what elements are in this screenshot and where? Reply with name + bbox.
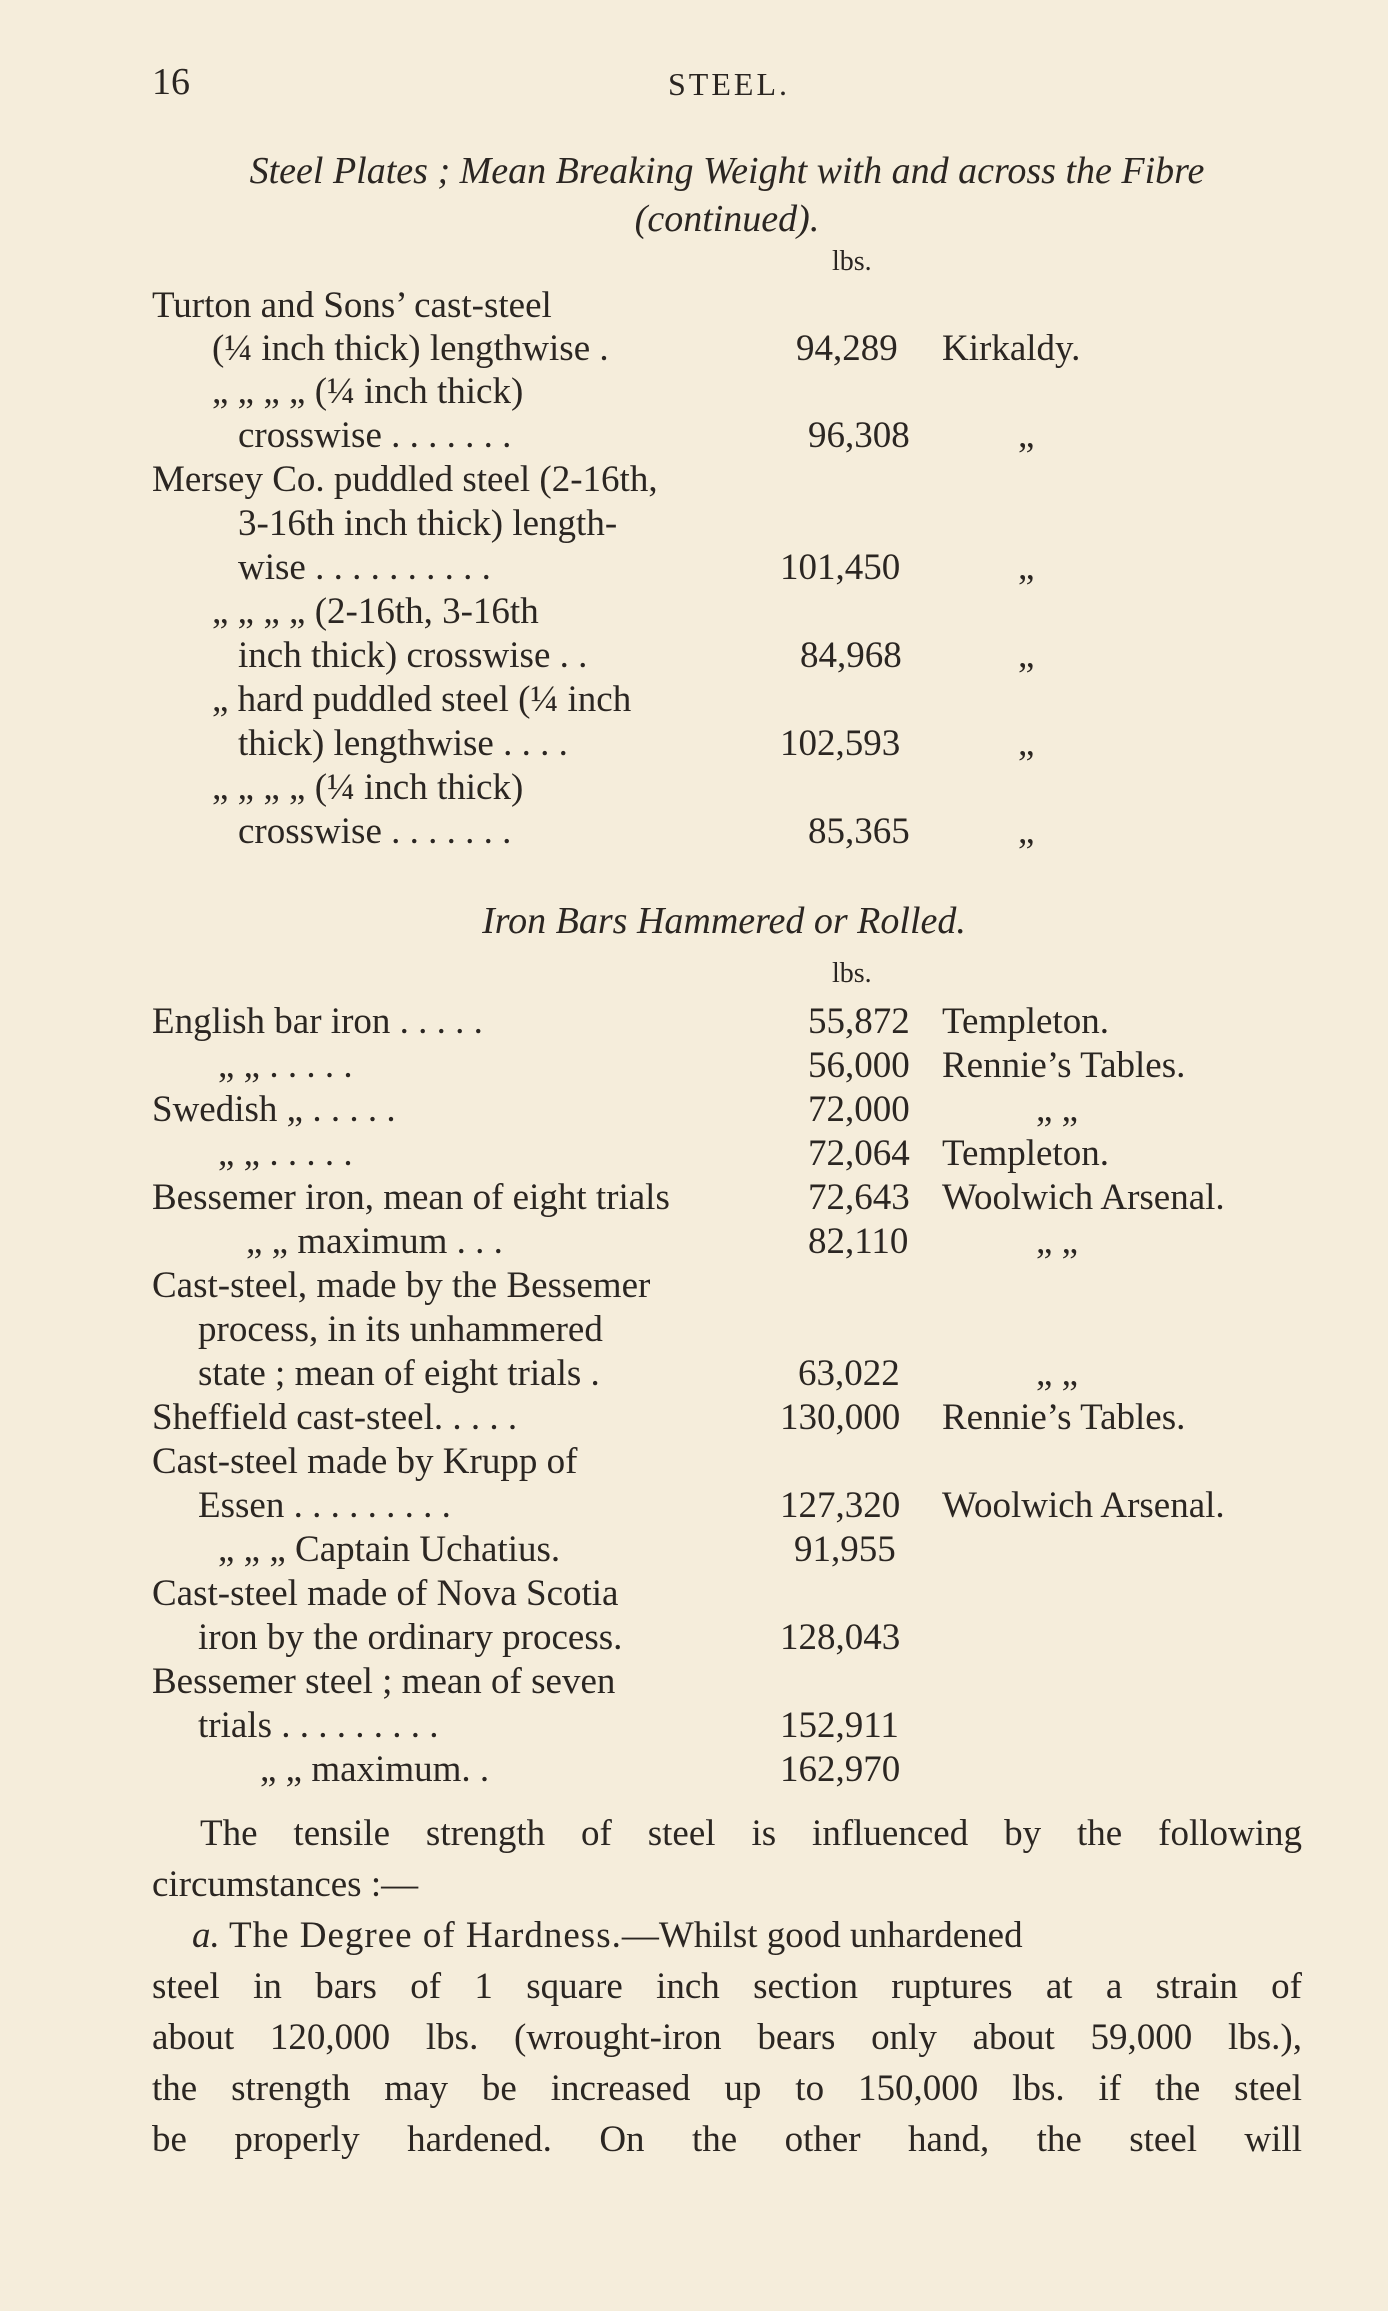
body-paragraph: [152, 1910, 1302, 2165]
row-authority: „ „: [1036, 1221, 1079, 1262]
row-description: Cast-steel made of Nova Scotia: [152, 1573, 619, 1614]
row-value: 127,320: [780, 1485, 901, 1526]
row-authority: Templeton.: [942, 1133, 1109, 1174]
row-description: „ „ „ „ (2-16th, 3-16th: [212, 591, 539, 632]
row-value: 162,970: [780, 1749, 901, 1790]
table-row: [0, 1308, 1388, 1352]
row-description: thick) lengthwise . . . .: [238, 723, 568, 764]
row-description: Bessemer steel ; mean of seven: [152, 1661, 616, 1702]
row-authority: „: [1018, 723, 1035, 764]
row-value: 72,064: [808, 1133, 910, 1174]
paragraph-line: the strength may be increased up to 150,000 lbs. if the steel: [152, 2068, 1302, 2109]
row-description: Sheffield cast-steel. . . . .: [152, 1397, 518, 1438]
row-authority: „: [1018, 811, 1035, 852]
row-description: wise . . . . . . . . . .: [238, 547, 491, 588]
row-description: process, in its unhammered: [198, 1309, 603, 1350]
paragraph-line: steel in bars of 1 square inch section ruptures at a strain of: [152, 1966, 1302, 2007]
table-row: [0, 1572, 1388, 1616]
row-description: Turton and Sons’ cast-steel: [152, 285, 552, 326]
row-value: 85,365: [808, 811, 910, 852]
row-description: crosswise . . . . . . .: [238, 811, 512, 852]
table-row: [0, 1396, 1388, 1440]
table-row: [0, 722, 1388, 766]
table-row: [0, 1000, 1388, 1044]
row-value: 84,968: [800, 635, 902, 676]
row-value: 82,110: [808, 1221, 909, 1262]
table-row: [0, 502, 1388, 546]
row-description: 3-16th inch thick) length-: [238, 503, 618, 544]
row-description: crosswise . . . . . . .: [238, 415, 512, 456]
table-row: [0, 1264, 1388, 1308]
unit-label: lbs.: [832, 958, 872, 989]
row-value: 101,450: [780, 547, 901, 588]
table-row: [0, 810, 1388, 854]
paragraph-line: be properly hardened. On the other hand, the steel will: [152, 2119, 1302, 2160]
row-description: Bessemer iron, mean of eight trials: [152, 1177, 670, 1218]
row-description: Cast-steel, made by the Bessemer: [152, 1265, 651, 1306]
row-authority: „: [1018, 415, 1035, 456]
row-value: 94,289: [796, 328, 898, 369]
row-authority: „: [1018, 547, 1035, 588]
table-row: [0, 284, 1388, 328]
table-row: [0, 370, 1388, 414]
table-row: [0, 1440, 1388, 1484]
row-authority: Rennie’s Tables.: [942, 1045, 1186, 1086]
row-value: 72,643: [808, 1177, 910, 1218]
table-row: [0, 458, 1388, 502]
table-row: [0, 1748, 1388, 1792]
row-description: English bar iron . . . . .: [152, 1001, 483, 1042]
paragraph-text: —Whilst good unhardened: [621, 1915, 1023, 1956]
row-description: trials . . . . . . . . .: [198, 1705, 439, 1746]
row-authority: Woolwich Arsenal.: [942, 1177, 1225, 1218]
row-value: 63,022: [798, 1353, 900, 1394]
table-row: [0, 1660, 1388, 1704]
table-row: [0, 1484, 1388, 1528]
page-header: [0, 60, 1388, 108]
table-row: [0, 1132, 1388, 1176]
unit-label: lbs.: [832, 246, 872, 277]
row-value: 55,872: [808, 1001, 910, 1042]
row-authority: „ „: [1036, 1353, 1079, 1394]
row-description: Cast-steel made by Krupp of: [152, 1441, 578, 1482]
table-row: [0, 634, 1388, 678]
row-description: Swedish „ . . . . .: [152, 1089, 396, 1130]
row-description: „ „ „ „ (¼ inch thick): [212, 371, 524, 412]
table-row: [0, 1088, 1388, 1132]
row-value: 96,308: [808, 415, 910, 456]
table-row: [0, 546, 1388, 590]
paragraph-line: about 120,000 lbs. (wrought-iron bears only about 59,000 lbs.),: [152, 2017, 1302, 2058]
row-description: iron by the ordinary process.: [198, 1617, 623, 1658]
table-row: [0, 1528, 1388, 1572]
row-value: 102,593: [780, 723, 901, 764]
row-authority: Kirkaldy.: [942, 328, 1081, 369]
page-number: 16: [152, 61, 190, 103]
table-row: [0, 1220, 1388, 1264]
table-row: [0, 678, 1388, 722]
table-row: [0, 1044, 1388, 1088]
table-title: Steel Plates ; Mean Breaking Weight with and across the Fibre: [249, 150, 1205, 192]
table-row: [0, 766, 1388, 810]
paragraph-line: [152, 1910, 1302, 1961]
table-row: [0, 414, 1388, 458]
list-marker: a.: [192, 1915, 220, 1956]
row-value: 152,911: [780, 1705, 899, 1746]
table-row: [0, 1704, 1388, 1748]
row-description: „ „ maximum . . .: [246, 1221, 503, 1262]
row-description: Essen . . . . . . . . .: [198, 1485, 451, 1526]
table-row: [0, 1616, 1388, 1660]
row-value: 56,000: [808, 1045, 910, 1086]
row-authority: Woolwich Arsenal.: [942, 1485, 1225, 1526]
row-description: inch thick) crosswise . .: [238, 635, 588, 676]
section-heading: The Degree of Hardness.: [229, 1915, 622, 1956]
row-value: 130,000: [780, 1397, 901, 1438]
running-title: STEEL.: [668, 66, 790, 102]
row-authority: „ „: [1036, 1089, 1079, 1130]
table-row: [0, 1352, 1388, 1396]
row-description: „ „ „ Captain Uchatius.: [218, 1529, 561, 1570]
row-authority: Templeton.: [942, 1001, 1109, 1042]
body-paragraph: [152, 1808, 1302, 1910]
row-description: state ; mean of eight trials .: [198, 1353, 600, 1394]
table-row: [0, 327, 1388, 371]
paragraph-line: The tensile strength of steel is influenced by the following: [200, 1813, 1302, 1854]
table-title-continued: (continued).: [634, 198, 820, 240]
row-value: 91,955: [794, 1529, 896, 1570]
row-value: 72,000: [808, 1089, 910, 1130]
row-description: Mersey Co. puddled steel (2-16th,: [152, 459, 658, 500]
table-row: [0, 1176, 1388, 1220]
row-authority: „: [1018, 635, 1035, 676]
paragraph-line: circumstances :—: [152, 1864, 419, 1905]
row-description: „ „ . . . . .: [218, 1045, 353, 1086]
row-description: „ hard puddled steel (¼ inch: [212, 679, 632, 720]
table-title: Iron Bars Hammered or Rolled.: [482, 900, 966, 942]
row-description: „ „ . . . . .: [218, 1133, 353, 1174]
row-authority: Rennie’s Tables.: [942, 1397, 1186, 1438]
table-row: [0, 590, 1388, 634]
row-description: „ „ maximum. .: [260, 1749, 490, 1790]
row-description: (¼ inch thick) lengthwise .: [212, 328, 609, 369]
row-description: „ „ „ „ (¼ inch thick): [212, 767, 524, 808]
row-value: 128,043: [780, 1617, 901, 1658]
